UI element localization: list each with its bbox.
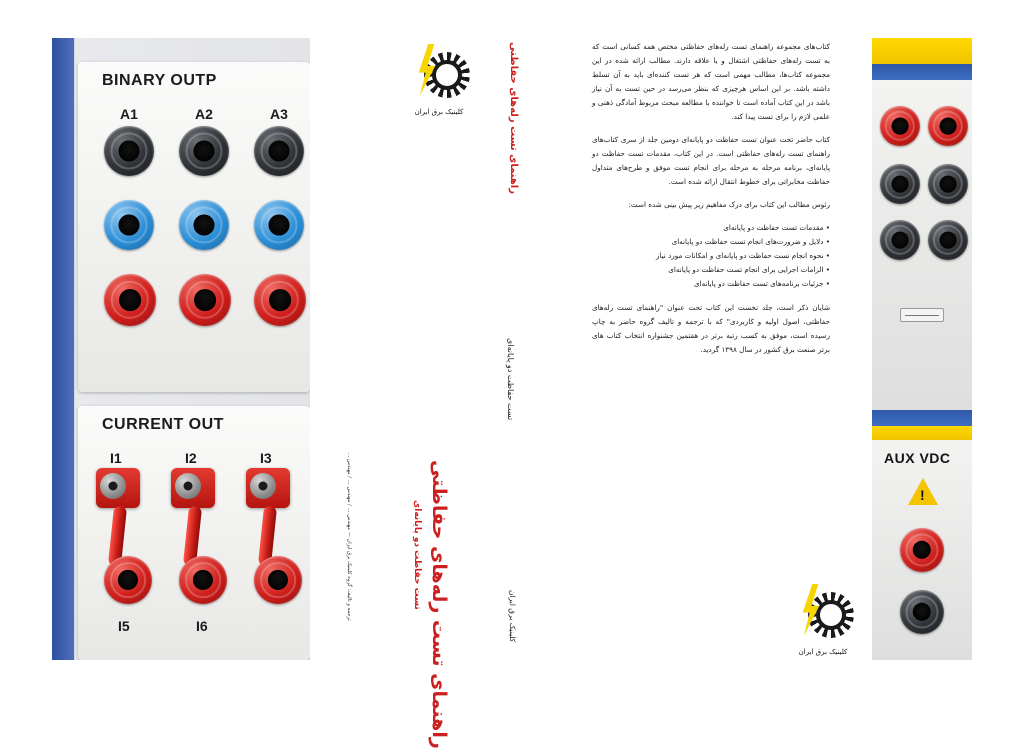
fuse-icon	[900, 308, 944, 322]
back-cover-photo	[52, 38, 310, 660]
aux-jack-red	[900, 528, 944, 572]
binary-jack-black-2	[179, 126, 229, 176]
photo-blue-band-middle	[872, 410, 972, 426]
current-label-i1: I1	[110, 450, 122, 466]
right-jack-red-1	[880, 106, 920, 146]
aux-jack-black	[900, 590, 944, 634]
right-jack-black-3	[880, 220, 920, 260]
publisher-logo-bottom	[792, 584, 854, 654]
binary-jack-black-3	[254, 126, 304, 176]
right-jack-red-2	[928, 106, 968, 146]
front-cover-photo	[872, 38, 972, 660]
binary-output-panel	[78, 62, 310, 392]
photo-blue-band-top	[872, 64, 972, 80]
gear-inner-ring-icon	[816, 600, 846, 630]
photo-yellow-band-top	[872, 38, 972, 64]
toc-item-5: • جزئیات برنامه‌های تست حفاظت دو پایانه‌ای	[694, 279, 830, 289]
current-label-i5: I5	[118, 618, 130, 634]
publisher-logo-caption-top: کلینیک برق ایران	[414, 108, 464, 116]
back-cover-text-block	[592, 40, 830, 366]
current-plug-3	[246, 468, 290, 508]
binary-jack-blue-1	[104, 200, 154, 250]
binary-output-title: BINARY OUTP	[102, 72, 217, 89]
current-label-i3: I3	[260, 450, 272, 466]
back-cover-closing-paragraph: شایان ذکر است، جلد نخست این کتاب تحت عنوان "راهنمای تست رله‌های حفاظتی، اصول اولیه و کاربردی" که با ترجمه و تالیف گروه حاضر به چاپ رسیده است، موفق به کسب رتبه برتر در هفتمین جشنواره انتخاب کتاب های برتر صنعت برق کشور در سال ۱۳۹۸ گردید.	[592, 302, 830, 354]
back-cover-paragraph-2: کتاب حاضر تحت عنوان تست حفاظت دو پایانه‌ای دومین جلد از سری کتاب‌های راهنمای تست رله‌های حفاظتی است. در این کتاب، مقدمات تست حفاظت دو پایانه‌ای، برنامه مرحله به مرحله برای انجام تست موفق و طرح‌های متداول حفاظت مخابراتی برای خطوط انتقال ارائه شده است.	[592, 135, 830, 187]
publisher-logo-top	[408, 44, 470, 114]
publisher-logo-caption-bottom: کلینیک برق ایران	[798, 648, 848, 656]
binary-label-a3: A3	[270, 106, 288, 122]
current-jack-red-2	[179, 556, 227, 604]
back-cover-toc-list	[592, 221, 830, 291]
current-label-i2: I2	[185, 450, 197, 466]
back-cover-series-title: راهنمای تست رله‌های حفاظتی	[508, 42, 519, 194]
front-cover-authors: ترجمه و تالیف: گروه کلینیک برق ایران — مهندس … / مهندس … / مهندس …	[345, 452, 352, 621]
current-jack-red-1	[104, 556, 152, 604]
binary-label-a1: A1	[120, 106, 138, 122]
toc-item-2: • دلایل و ضرورت‌های انجام تست حفاظت دو پایانه‌ای	[671, 237, 830, 247]
back-cover-paragraph-1: کتاب‌های مجموعه راهنمای تست رله‌های حفاظتی مختص همه کسانی است که به تست رله‌های حفاظتی اشتغال و یا علاقه دارند. مطالب ارائه شده در این مجموعه کتاب‌ها، مطالب مهمی است که هر تست کننده‌ای باید به آن تسلط داشته باشد. بر این اساس هرچیزی که بنظر می‌رسد در حین تست به آن نیاز باشد در این کتاب آماده است تا خواننده با مطالعه مبحث مربوط آمادگی ذهنی و علمی لازم را برای تست پیدا کند.	[592, 42, 830, 122]
binary-jack-red-2	[179, 274, 231, 326]
current-jack-red-3	[254, 556, 302, 604]
back-cover-toc-intro: رئوس مطالب این کتاب برای درک مفاهیم زیر پیش بینی شده است:	[628, 200, 830, 210]
current-output-title: CURRENT OUT	[102, 416, 224, 433]
warning-triangle-icon	[908, 478, 938, 505]
photo-blue-edge	[52, 38, 74, 660]
aux-vdc-title: AUX VDC	[884, 450, 951, 466]
back-cover-publisher: کلینیک برق ایران	[508, 590, 517, 643]
toc-item-4: • الزامات اجرایی برای انجام تست حفاظت دو پایانه‌ای	[668, 265, 830, 275]
current-plug-2	[171, 468, 215, 508]
front-cover-sub-title: تست حفاظت دو پایانه‌ای	[412, 500, 422, 610]
current-label-i6: I6	[196, 618, 208, 634]
binary-jack-blue-2	[179, 200, 229, 250]
gear-inner-ring-icon	[432, 60, 462, 90]
right-jack-black-4	[928, 220, 968, 260]
binary-label-a2: A2	[195, 106, 213, 122]
binary-jack-red-1	[104, 274, 156, 326]
binary-jack-red-3	[254, 274, 306, 326]
toc-item-3: • نحوه انجام تست حفاظت دو پایانه‌ای و امکانات مورد نیاز	[655, 251, 830, 261]
front-cover-main-title: راهنمای تست رله‌های حفاظتی	[428, 460, 450, 749]
current-output-panel	[78, 406, 310, 660]
toc-item-1: • مقدمات تست حفاظت دو پایانه‌ای	[723, 223, 830, 233]
right-jack-black-2	[928, 164, 968, 204]
binary-jack-black-1	[104, 126, 154, 176]
binary-jack-blue-3	[254, 200, 304, 250]
photo-yellow-band-middle	[872, 426, 972, 440]
back-cover-subtitle: تست حفاظت دو پایانه‌ای	[506, 338, 515, 421]
current-plug-1	[96, 468, 140, 508]
right-jack-black-1	[880, 164, 920, 204]
